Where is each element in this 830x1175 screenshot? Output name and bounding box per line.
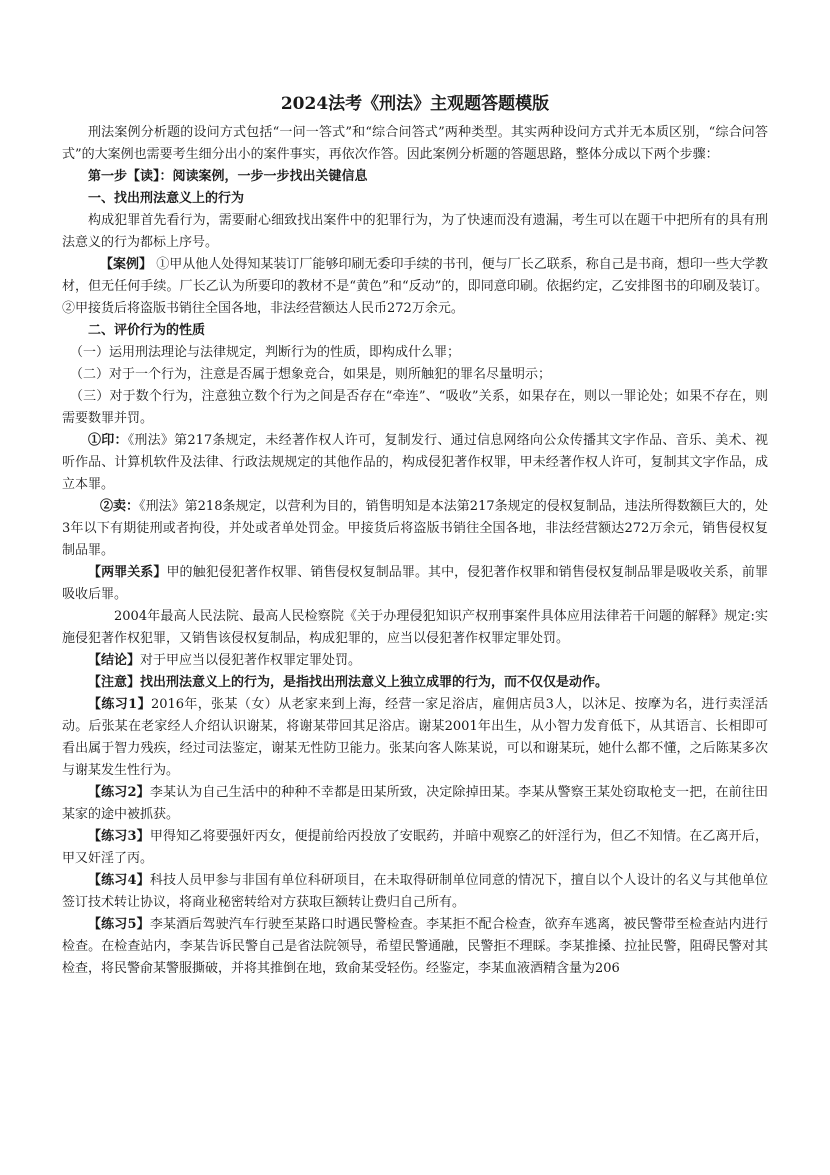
two-crimes-paragraph: [62, 562, 768, 606]
case-label: 【案例】: [100, 257, 153, 272]
exercise-paragraph: [62, 870, 768, 914]
section1-paragraph: 构成犯罪首先看行为，需要耐心细致找出案件中的犯罪行为，为了快速而没有遗漏，考生可以在题干中把所有的具有刑法意义的行为都标上序号。: [62, 213, 768, 250]
note-label: 【注意】: [88, 675, 141, 690]
step1-heading: 第一步【读】：阅读案例，一步一步找出关键信息: [88, 169, 368, 184]
note-paragraph: [62, 672, 768, 694]
print-paragraph: [62, 430, 768, 496]
intro-paragraph: 刑法案例分析题的设问方式包括“一问一答式”和“综合问答式”两种类型。其实两种设问方式并无本质区别，“综合问答式”的大案例也需要考生细分出小的案件事实，再依次作答。因此案例分析题的答题思路，整体分成以下两个步骤：: [62, 125, 768, 162]
exercise-paragraph: [62, 782, 768, 826]
exercise-text: 李某认为自己生活中的种种不幸都是田某所致，决定除掉田某。李某从警察王某处窃取枪支一把，在前往田某家的途中被抓获。: [62, 785, 768, 822]
section1-heading: 一、找出刑法意义上的行为: [88, 191, 245, 206]
exercise-label: 【练习4】: [88, 873, 150, 888]
exercise-label: 【练习5】: [88, 917, 150, 932]
exercise-text: 李某酒后驾驶汽车行驶至某路口时遇民警检查。李某拒不配合检查，欲弃车逃离，被民警带至检查站内进行检查。在检查站内，李某告诉民警自己是省法院领导，希望民警通融，民警拒不理睬。李某推搡、拉扯民警，阻碍民警对其检查，将民警俞某警服撕破，并将其推倒在地，致俞某受轻伤。经鉴定，李某血液酒精含量为206: [62, 917, 768, 976]
exercise-label: 【练习2】: [88, 785, 150, 800]
page-title: 2024法考《刑法》主观题答题模版: [280, 94, 550, 114]
two-crimes-label: 【两罪关系】: [88, 565, 167, 580]
exercise-paragraph: [62, 694, 768, 782]
exercise-label: 【练习3】: [88, 829, 150, 844]
exercise-paragraph: [62, 826, 768, 870]
sell-text: 《刑法》第218条规定，以营利为目的，销售明知是本法第217条规定的侵权复制品，违法所得数额巨大的，处3年以下有期徒刑或者拘役，并处或者单处罚金。甲接货后将盗版书销往全国各地，非法经营额达272万余元，销售侵权复制品罪。: [62, 499, 768, 558]
section2-item: （二）对于一个行为，注意是否属于想象竞合，如果是，则所触犯的罪名尽量明示；: [70, 367, 552, 382]
print-text: 《刑法》第217条规定，未经著作权人许可，复制发行、通过信息网络向公众传播其文字作品、音乐、美术、视听作品、计算机软件及法律、行政法规规定的其他作品的，构成侵犯著作权罪，甲未经著作权人许可，复制其文字作品，成立本罪。: [62, 433, 768, 492]
conclusion-label: 【结论】: [88, 653, 141, 668]
sell-paragraph: [62, 496, 768, 562]
case-paragraph: [62, 254, 768, 320]
section2-heading: 二、评价行为的性质: [88, 323, 206, 338]
exercise-text: 科技人员甲参与非国有单位科研项目，在未取得研制单位同意的情况下，擅自以个人设计的名义与其他单位签订技术转让协议，将商业秘密转给对方获取巨额转让费归自己所有。: [62, 873, 768, 910]
sell-label: ②卖：: [100, 499, 140, 514]
conclusion-paragraph: [62, 650, 768, 672]
exercise-paragraph: [62, 914, 768, 980]
print-label: ①印：: [88, 433, 128, 448]
two-crimes-text: 甲的触犯侵犯著作权罪、销售侵权复制品罪。其中，侵犯著作权罪和销售侵权复制品罪是吸收关系，前罪吸收后罪。: [62, 565, 768, 602]
section2-item: （三）对于数个行为，注意独立数个行为之间是否存在“牵连”、“吸收”关系，如果存在，则以一罪论处；如果不存在，则需要数罪并罚。: [62, 389, 768, 426]
exercise-label: 【练习1】: [88, 697, 151, 712]
case-text: ①甲从他人处得知某装订厂能够印刷无委印手续的书刊，便与厂长乙联系，称自己是书商，想印一些大学教材，但无任何手续。厂长乙认为所要印的教材不是“黄色”和“反动”的，即同意印刷。依据约定，乙安排图书的印刷及装订。 ②甲接货后将盗版书销往全国各地，非法经营额达人民币272万余元。: [62, 257, 768, 316]
section2-item: （一）运用刑法理论与法律规定，判断行为的性质，即构成什么罪；: [70, 345, 461, 360]
note-text: 找出刑法意义上的行为，是指找出刑法意义上独立成罪的行为，而不仅仅是动作。: [140, 675, 609, 690]
document-page: [62, 92, 768, 980]
interpretation-paragraph: 2004年最高人民法院、最高人民检察院《关于办理侵犯知识产权刑事案件具体应用法律若干问题的解释》规定:实施侵犯著作权犯罪，又销售该侵权复制品，构成犯罪的，应当以侵犯著作权罪定罪处罚。: [62, 609, 768, 646]
exercise-text: 甲得知乙将要强奸丙女，便提前给丙投放了安眠药，并暗中观察乙的奸淫行为，但乙不知情。在乙离开后，甲又奸淫了丙。: [62, 829, 768, 866]
exercise-text: 2016年，张某（女）从老家来到上海，经营一家足浴店，雇佣店员3人，以沐足、按摩为名，进行卖淫活动。后张某在老家经人介绍认识谢某，将谢某带回其足浴店。谢某2001年出生，从小智力发育低下，从其语言、长相即可看出属于智力残疾，经过司法鉴定，谢某无性防卫能力。张某向客人陈某说，可以和谢某玩，她什么都不懂，之后陈某多次与谢某发生性行为。: [62, 697, 769, 778]
conclusion-text: 对于甲应当以侵犯著作权罪定罪处罚。: [140, 653, 362, 668]
